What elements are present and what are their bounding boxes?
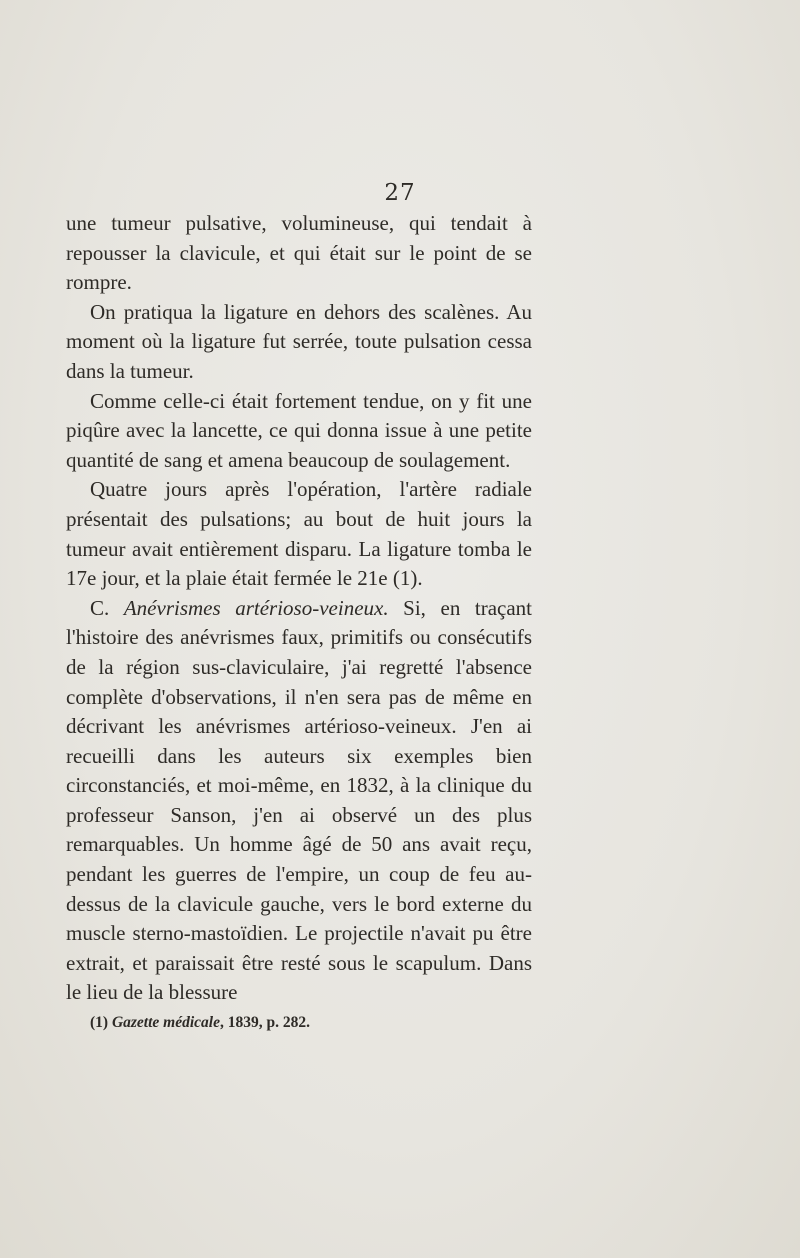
paragraph-1: une tumeur pulsative, volumineuse, qui tendait à repousser la clavicule, et qui était sur le point de se rompre. bbox=[66, 211, 532, 295]
paragraph-2: On pratiqua la ligature en dehors des scalènes. Au moment où la ligature fut serrée, toute pulsation cessa dans la tumeur. bbox=[66, 299, 532, 383]
section-text: Si, en traçant l'histoire des anévrismes faux, primitifs ou consécutifs de la région sus-claviculaire, j'ai regretté l'absence complète d'observations, il n'en sera pas de même en décrivant les anévrismes artérioso-veineux. J'en ai recueilli dans les auteurs six exemples bien circonstanciés, et moi-même, en 1832, à la clinique du professeur Sanson, j'en ai observé un des plus remarquables. Un homme âgé de 50 ans avait reçu, pendant les guerres de l'empire, un coup de feu au-dessus de la clavicule gauche, vers le bord externe du muscle sterno-mastoïdien. Le projectile n'avait pu être extrait, et paraissait être resté sous le scapulum. Dans le lieu de la blessure bbox=[66, 595, 533, 1005]
footnote-source: Gazette médicale bbox=[111, 1014, 220, 1031]
footnote-citation: , 1839, p. 282. bbox=[219, 1014, 310, 1031]
page-number: 27 bbox=[384, 180, 416, 206]
section-heading: Anévrismes artérioso-veineux. bbox=[123, 595, 389, 620]
section-letter: C. bbox=[90, 595, 110, 620]
section-paragraph bbox=[66, 594, 532, 1008]
footnote-marker: (1) bbox=[90, 1014, 109, 1031]
paragraph-3: Comme celle-ci était fortement tendue, on y fit une piqûre avec la lancette, ce qui donna issue à une petite quantité de sang et amena beaucoup de soulagement. bbox=[66, 388, 532, 472]
footnote bbox=[90, 1014, 550, 1032]
body-text bbox=[66, 209, 532, 1008]
paragraph-4: Quatre jours après l'opération, l'artère radiale présentait des pulsations; au bout de huit jours la tumeur avait entièrement disparu. La ligature tomba le 17e jour, et la plaie était fermée le 21e (1). bbox=[66, 477, 532, 591]
